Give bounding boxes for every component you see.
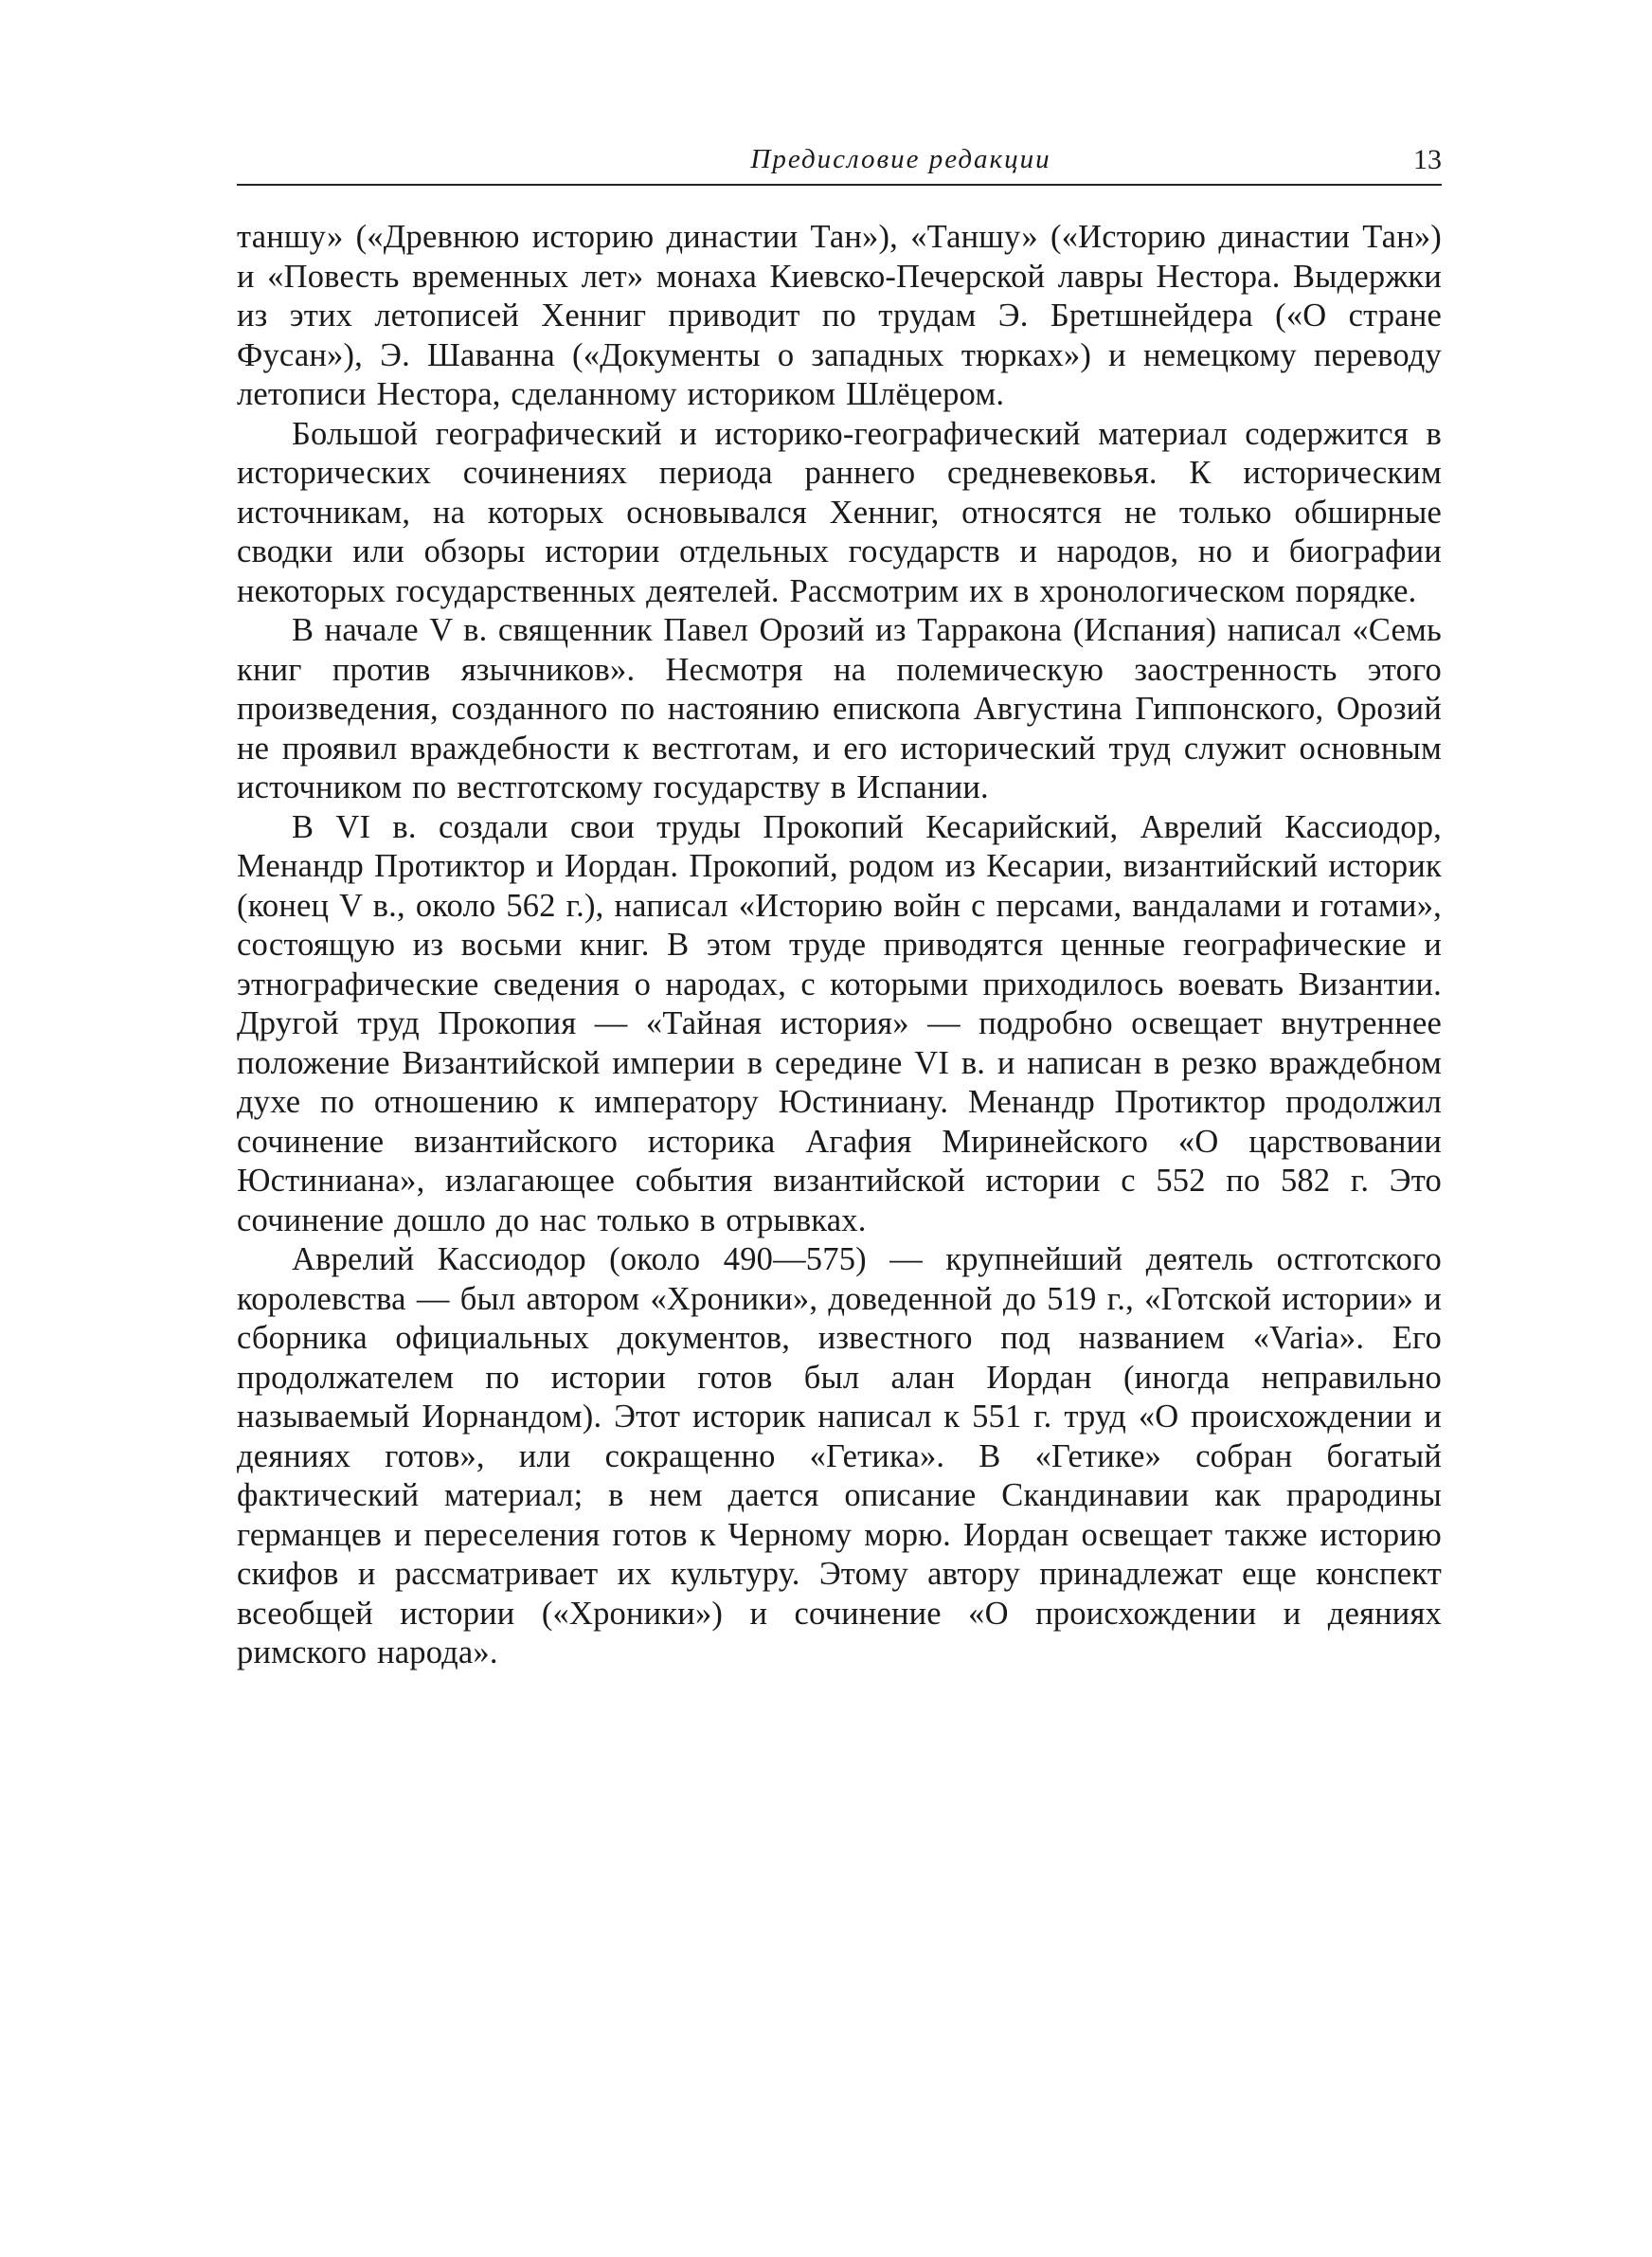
page-number: 13 <box>1413 144 1442 175</box>
paragraph: В VI в. создали свои труды Прокопий Кесарийский, Аврелий Кассиодор, Менандр Протиктор и Иордан. Прокопий, родом из Кесарии, византийский историк (конец V в., около 562 г.), написал «Историю войн с персами, вандалами и готами», состоящую из восьми книг. В этом труде приводятся ценные географические и этнографические сведения о народах, с которыми приходилось воевать Византии. Другой труд Прокопия — «Тайная история» — подробно освещает внутреннее положение Византийской империи в середине VI в. и написан в резко враждебном духе по отношению к императору Юстиниану. Менандр Протиктор продолжил сочинение византийского историка Агафия Миринейского «О царствовании Юстиниана», излагающее события византийской истории с 552 по 582 г. Это сочинение дошло до нас только в отрывках. <box>237 808 1442 1238</box>
running-header <box>237 142 1442 186</box>
main-text <box>237 218 1442 1673</box>
book-page <box>237 142 1442 1673</box>
paragraph: Большой географический и историко-географический материал содержится в исторических сочинениях периода раннего средневековья. К историческим источникам, на которых основывался Хенниг, относятся не только обширные сводки или обзоры истории отдельных государств и народов, но и биографии некоторых государственных деятелей. Рассмотрим их в хронологическом порядке. <box>237 415 1442 609</box>
paragraph-continuation: таншу» («Древнюю историю династии Тан»), «Таншу» («Историю династии Тан») и «Повесть временных лет» монаха Киевско-Печерской лавры Нестора. Выдержки из этих летописей Хенниг приводит по трудам Э. Бретшнейдера («О стране Фусан»), Э. Шаванна («Документы о западных тюрках») и немецкому переводу летописи Нестора, сделанному историком Шлёцером. <box>237 219 1442 412</box>
paragraph: Аврелий Кассиодор (около 490—575) — крупнейший деятель остготского королевства — был автором «Хроники», доведенной до 519 г., «Готской истории» и сборника официальных документов, известного под названием «Varia». Его продолжателем по истории готов был алан Иордан (иногда неправильно называемый Иорнандом). Этот историк написал к 551 г. труд «О происхождении и деяниях готов», или сокращенно «Гетика». В «Гетике» собран богатый фактический материал; в нем дается описание Скандинавии как прародины германцев и переселения готов к Черному морю. Иордан освещает также историю скифов и рассматривает их культуру. Этому автору принадлежат еще конспект всеобщей истории («Хроники») и сочинение «О происхождении и деяниях римского народа». <box>237 1241 1442 1670</box>
running-title: Предисловие редакции <box>750 144 1051 174</box>
paragraph: В начале V в. священник Павел Орозий из Тарракона (Испания) написал «Семь книг против язычников». Несмотря на полемическую заостренность этого произведения, созданного по настоянию епископа Августина Гиппонского, Орозий не проявил враждебности к вестготам, и его исторический труд служит основным источником по вестготскому государству в Испании. <box>237 612 1442 805</box>
